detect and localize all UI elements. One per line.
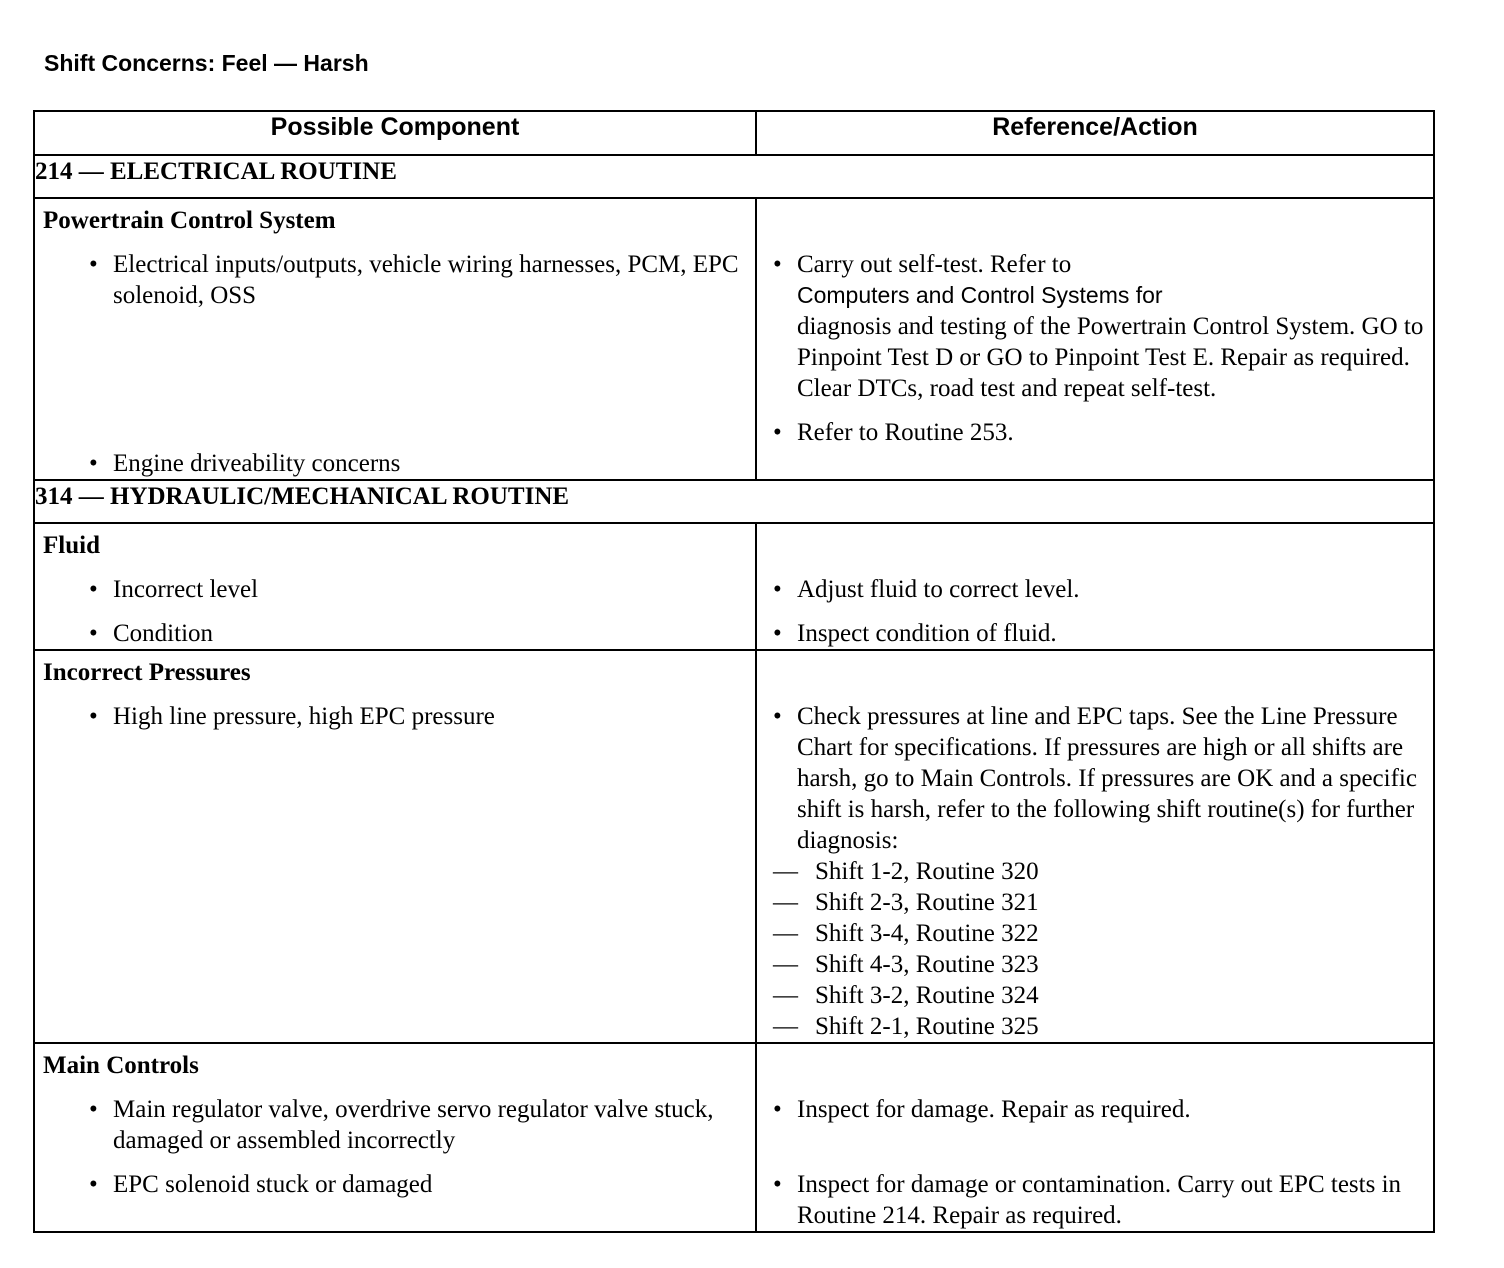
shift-routine-item: — Shift 3-2, Routine 324: [757, 980, 1433, 1011]
action-cell: [756, 650, 1434, 1043]
action-item: • Inspect for damage. Repair as required.: [757, 1094, 1433, 1156]
component-item: • EPC solenoid stuck or damaged: [35, 1169, 755, 1200]
component-cell: [34, 198, 756, 480]
routine-title-214: 214 — ELECTRICAL ROUTINE: [34, 155, 1434, 198]
action-item: • Refer to Routine 253.: [757, 417, 1433, 448]
component-item: • Condition: [35, 618, 755, 649]
routine-title-314: 314 — HYDRAULIC/MECHANICAL ROUTINE: [34, 480, 1434, 523]
group-row-powertrain: [34, 198, 1434, 480]
component-cell: [34, 523, 756, 650]
shift-routine-item: — Shift 2-1, Routine 325: [757, 1011, 1433, 1042]
action-rest-text: diagnosis and testing of the Powertrain Control System. GO to Pinpoint Test D or GO to Pinpoint Test E. Repair as required. Clear DTCs, road test and repeat self-test.: [797, 313, 1424, 402]
group-title: Fluid: [43, 532, 100, 559]
action-item: • Check pressures at line and EPC taps. See the Line Pressure Chart for specifications. If pressures are high or all shifts are harsh, go to Main Controls. If pressures are OK and a specific shift is harsh, refer to the following shift routine(s) for further diagnosis:: [757, 701, 1433, 856]
action-item: • Inspect condition of fluid.: [757, 618, 1433, 649]
page-title: Shift Concerns: Feel — Harsh: [44, 50, 369, 76]
header-possible-component: Possible Component: [34, 111, 756, 155]
routine-row: [34, 480, 1434, 523]
group-title: Powertrain Control System: [43, 207, 336, 234]
shift-routine-item: — Shift 4-3, Routine 323: [757, 949, 1433, 980]
component-item: • Incorrect level: [35, 574, 755, 605]
shift-routine-item: — Shift 2-3, Routine 321: [757, 887, 1433, 918]
group-title: Main Controls: [43, 1052, 199, 1079]
group-row-main-controls: [34, 1043, 1434, 1232]
group-row-fluid: [34, 523, 1434, 650]
action-item: [757, 249, 1433, 404]
action-cell: [756, 1043, 1434, 1232]
action-item: • Inspect for damage or contamination. Carry out EPC tests in Routine 214. Repair as required.: [757, 1169, 1433, 1231]
group-title: Incorrect Pressures: [43, 659, 251, 686]
component-item: • Electrical inputs/outputs, vehicle wiring harnesses, PCM, EPC solenoid, OSS: [35, 249, 755, 311]
action-lead-text: Carry out self-test. Refer to: [797, 251, 1072, 278]
routine-row: [34, 155, 1434, 198]
action-item: • Adjust fluid to correct level.: [757, 574, 1433, 605]
shift-routine-item: — Shift 1-2, Routine 320: [757, 856, 1433, 887]
group-row-incorrect-pressures: [34, 650, 1434, 1043]
shift-routine-item: — Shift 3-4, Routine 322: [757, 918, 1433, 949]
component-item: • Main regulator valve, overdrive servo regulator valve stuck, damaged or assembled incorrectly: [35, 1094, 755, 1156]
action-cell: [756, 523, 1434, 650]
component-cell: [34, 1043, 756, 1232]
table-header-row: [34, 111, 1434, 155]
header-reference-action: Reference/Action: [756, 111, 1434, 155]
component-cell: [34, 650, 756, 1043]
action-reference-text: Computers and Control Systems for: [797, 282, 1163, 308]
component-item: • High line pressure, high EPC pressure: [35, 701, 755, 732]
action-cell: [756, 198, 1434, 480]
diagnosis-table: [33, 110, 1435, 1233]
component-item: • Engine driveability concerns: [35, 448, 755, 479]
